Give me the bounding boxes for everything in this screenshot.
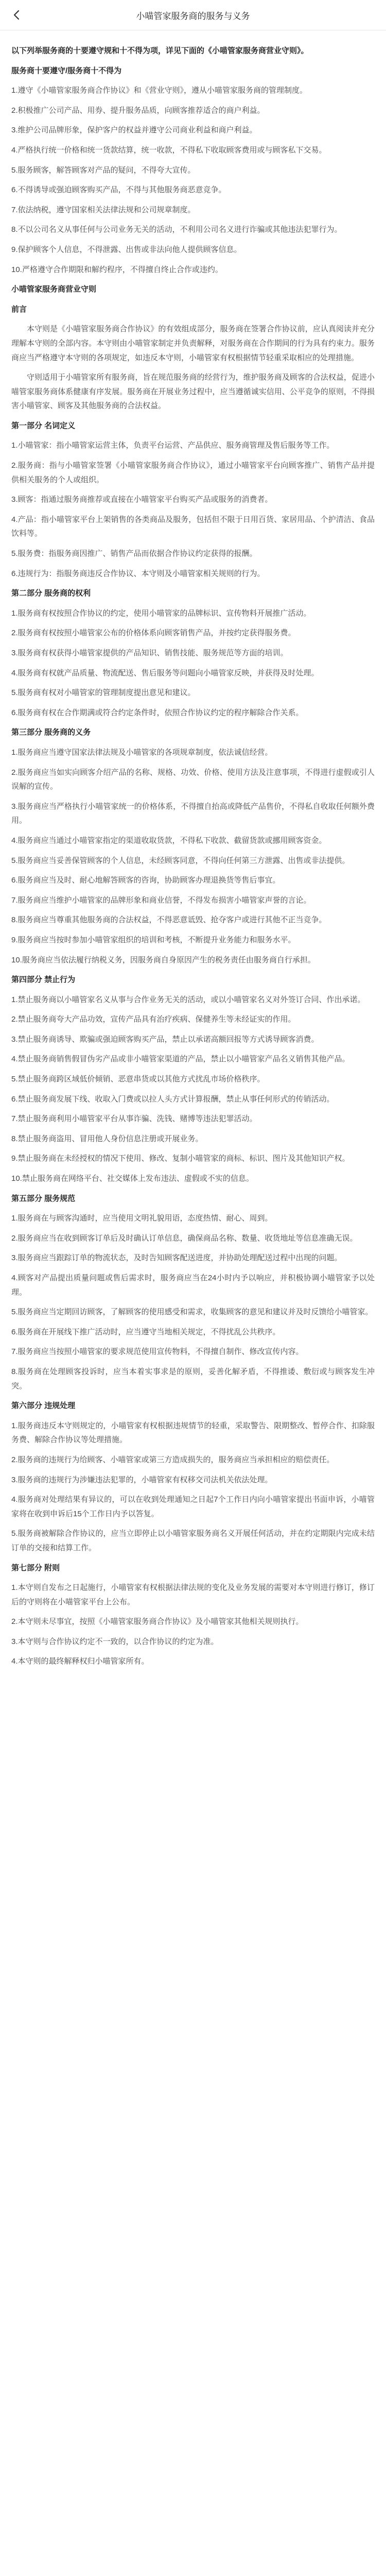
paragraph: 2.禁止服务商夸大产品功效，宣传产品具有治疗疾病、保健养生等未经证实的作用。 bbox=[11, 1015, 296, 1024]
paragraph: 本守则是《小喵管家服务商合作协议》的有效组成部分，服务商在签署合作协议前，应认真阅读并充分理解本守则的全部内容。本守则由小喵管家制定并负责解释，对服务商在合作期间的行为具有约束力。服务商应当严格遵守本守则的各项规定，如违反本守则，小喵管家有权根据情节轻重采取相应的处理措施。 bbox=[11, 325, 375, 362]
section-heading: 以下列举服务商的十要遵守规和十不得为项，详见下面的《小喵管家服务商营业守则》。 bbox=[11, 46, 309, 55]
paragraph: 9.保护顾客个人信息，不得泄露、出售或非法向他人提供顾客信息。 bbox=[11, 245, 242, 254]
section-heading: 第二部分 服务商的权利 bbox=[11, 589, 91, 598]
paragraph: 6.禁止服务商发展下线、收取入门费或以拉人头方式计算报酬，禁止从事任何形式的传销活动。 bbox=[11, 1094, 335, 1104]
section-heading: 第五部分 服务规范 bbox=[11, 1194, 76, 1203]
paragraph: 4.本守则的最终解释权归小喵管家所有。 bbox=[11, 1657, 149, 1666]
paragraph: 1.小喵管家：指小喵管家运营主体，负责平台运营、产品供应、服务商管理及售后服务等工作。 bbox=[11, 441, 335, 450]
paragraph: 6.服务商在开展线下推广活动时，应当遵守当地相关规定，不得扰乱公共秩序。 bbox=[11, 1327, 280, 1336]
title-bar bbox=[0, 0, 386, 30]
page-title: 小喵管家服务商的服务与义务 bbox=[136, 11, 250, 21]
paragraph: 7.禁止服务商利用小喵管家平台从事诈骗、洗钱、赌博等违法犯罪活动。 bbox=[11, 1114, 257, 1124]
section-heading: 第六部分 违规处理 bbox=[11, 1401, 76, 1411]
paragraph: 6.不得诱导或强迫顾客购买产品，不得与其他服务商恶意竞争。 bbox=[11, 185, 226, 195]
paragraph: 7.服务商应当维护小喵管家的品牌形象和商业信誉，不得发布损害小喵管家声誉的言论。 bbox=[11, 895, 311, 905]
paragraph: 9.服务商应当按时参加小喵管家组织的培训和考核，不断提升业务能力和服务水平。 bbox=[11, 935, 296, 944]
paragraph: 6.服务商有权在合作期满或符合约定条件时，依照合作协议约定的程序解除合作关系。 bbox=[11, 708, 304, 717]
paragraph: 4.产品：指小喵管家平台上架销售的各类商品及服务，包括但不限于日用百货、家居用品、个护清洁、食品饮料等。 bbox=[11, 515, 375, 538]
paragraph: 6.违规行为：指服务商违反合作协议、本守则及小喵管家相关规则的行为。 bbox=[11, 569, 265, 578]
section-heading: 服务商十要遵守/服务商十不得为 bbox=[11, 66, 122, 75]
paragraph: 5.服务商被解除合作协议的，应当立即停止以小喵管家服务商名义开展任何活动，并在约定期限内完成未结订单的交接和结算工作。 bbox=[11, 1529, 375, 1552]
paragraph: 4.服务商应当通过小喵管家指定的渠道收取货款，不得私下收款、截留货款或挪用顾客资金。 bbox=[11, 836, 327, 845]
paragraph: 8.服务商在处理顾客投诉时，应当本着实事求是的原则，妥善化解矛盾，不得推诿、敷衍或与顾客发生冲突。 bbox=[11, 1367, 375, 1391]
paragraph: 2.服务商应当如实向顾客介绍产品的名称、规格、功效、价格、使用方法及注意事项，不得进行虚假或引人误解的宣传。 bbox=[11, 768, 375, 791]
paragraph: 4.禁止服务商销售假冒伪劣产品或非小喵管家渠道的产品，禁止以小喵管家产品名义销售其他产品。 bbox=[11, 1055, 350, 1064]
paragraph: 2.本守则未尽事宜，按照《小喵管家服务商合作协议》及小喵管家其他相关规则执行。 bbox=[11, 1617, 304, 1626]
agreement-content bbox=[0, 30, 386, 1685]
paragraph: 5.服务商应当定期回访顾客，了解顾客的使用感受和需求，收集顾客的意见和建议并及时反馈给小喵管家。 bbox=[11, 1308, 373, 1317]
paragraph: 5.服务费：指服务商因推广、销售产品而依据合作协议约定获得的报酬。 bbox=[11, 549, 257, 558]
paragraph: 2.服务商应当在收到顾客订单后及时确认订单信息，确保商品名称、数量、收货地址等信息准确无误。 bbox=[11, 1233, 358, 1243]
paragraph: 5.服务商应当妥善保管顾客的个人信息，未经顾客同意，不得向任何第三方泄露、出售或非法提供。 bbox=[11, 856, 350, 865]
paragraph: 5.禁止服务商跨区域低价倾销、恶意串货或以其他方式扰乱市场价格秩序。 bbox=[11, 1075, 265, 1084]
section-heading: 第三部分 服务商的义务 bbox=[11, 728, 91, 737]
paragraph: 3.服务商应当严格执行小喵管家统一的价格体系，不得擅自抬高或降低产品售价，不得私自收取任何额外费用。 bbox=[11, 802, 375, 825]
paragraph: 2.服务商有权按照小喵管家公布的价格体系向顾客销售产品，并按约定获得服务费。 bbox=[11, 629, 296, 638]
paragraph: 3.顾客：指通过服务商推荐或直接在小喵管家平台购买产品或服务的消费者。 bbox=[11, 495, 273, 504]
paragraph: 1.禁止服务商以小喵管家名义从事与合作业务无关的活动，或以小喵管家名义对外签订合同、作出承诺。 bbox=[11, 995, 365, 1004]
section-heading: 小喵管家服务商营业守则 bbox=[11, 285, 97, 294]
paragraph: 4.严格执行统一价格和统一货款结算，统一收款，不得私下收取顾客费用或与顾客私下交易。 bbox=[11, 145, 327, 155]
paragraph: 1.服务商在与顾客沟通时，应当使用文明礼貌用语，态度热情、耐心、周到。 bbox=[11, 1214, 273, 1223]
paragraph: 3.本守则与合作协议约定不一致的，以合作协议的约定为准。 bbox=[11, 1637, 219, 1646]
paragraph: 4.顾客对产品提出质量问题或售后需求时，服务商应当在24小时内予以响应，并积极协调小喵管家予以处理。 bbox=[11, 1274, 375, 1297]
paragraph: 8.禁止服务商盗用、冒用他人身份信息注册或开展业务。 bbox=[11, 1134, 203, 1143]
paragraph: 守则适用于小喵管家所有服务商，旨在规范服务商的经营行为，维护服务商及顾客的合法权益，促进小喵管家服务商体系健康有序发展。服务商在开展业务过程中，应当遵循诚实信用、公平竞争的原则，不得损害小喵管家、顾客及其他服务商的合法权益。 bbox=[11, 373, 375, 411]
paragraph: 8.服务商应当尊重其他服务商的合法权益，不得恶意诋毁、抢夺客户或进行其他不正当竞争。 bbox=[11, 916, 327, 925]
paragraph: 5.服务商有权对小喵管家的管理制度提出意见和建议。 bbox=[11, 688, 196, 698]
section-heading: 第七部分 附则 bbox=[11, 1563, 60, 1572]
paragraph: 1.服务商有权按照合作协议的约定，使用小喵管家的品牌标识、宣传物料开展推广活动。 bbox=[11, 608, 311, 618]
paragraph: 3.服务商有权获得小喵管家提供的产品知识、销售技能、服务规范等方面的培训。 bbox=[11, 649, 288, 657]
paragraph: 7.依法纳税，遵守国家相关法律法规和公司规章制度。 bbox=[11, 205, 196, 214]
paragraph: 1.服务商应当遵守国家法律法规及小喵管家的各项规章制度，依法诚信经营。 bbox=[11, 748, 273, 757]
paragraph: 10.禁止服务商在网络平台、社交媒体上发布违法、虚假或不实的信息。 bbox=[11, 1174, 254, 1183]
paragraph: 2.服务商：指与小喵管家签署《小喵管家服务商合作协议》，通过小喵管家平台向顾客推广、销售产品并提供相关服务的个人或组织。 bbox=[11, 461, 375, 484]
paragraph: 1.服务商违反本守则规定的，小喵管家有权根据违规情节的轻重，采取警告、限期整改、暂停合作、扣除服务费、解除合作协议等处理措施。 bbox=[11, 1421, 375, 1445]
paragraph: 4.服务商有权就产品质量、物流配送、售后服务等问题向小喵管家反映，并获得及时处理。 bbox=[11, 668, 319, 677]
paragraph: 10.服务商应当依法履行纳税义务，因服务商自身原因产生的税务责任由服务商自行承担。 bbox=[11, 955, 315, 964]
paragraph: 3.服务商应当跟踪订单的物流状态，及时告知顾客配送进度，并协助处理配送过程中出现的问题。 bbox=[11, 1253, 342, 1263]
section-heading: 前言 bbox=[11, 304, 27, 314]
paragraph: 8.不以公司名义从事任何与公司业务无关的活动，不利用公司名义进行诈骗或其他违法犯罪行为。 bbox=[11, 225, 342, 234]
paragraph: 3.维护公司品牌形象，保护客户的权益并遵守公司商业利益和商户利益。 bbox=[11, 126, 257, 135]
paragraph: 5.服务顾客，解答顾客对产品的疑问，不得夸大宣传。 bbox=[11, 165, 196, 175]
paragraph: 2.服务商的违规行为给顾客、小喵管家或第三方造成损失的，服务商应当承担相应的赔偿责任。 bbox=[11, 1455, 335, 1464]
paragraph: 9.禁止服务商在未经授权的情况下使用、修改、复制小喵管家的商标、标识、图片及其他知识产权。 bbox=[11, 1154, 350, 1163]
paragraph: 10.严格遵守合作期限和解约程序，不得擅自终止合作或违约。 bbox=[11, 265, 223, 274]
paragraph: 1.本守则自发布之日起施行，小喵管家有权根据法律法规的变化及业务发展的需要对本守则进行修订，修订后的守则将在小喵管家平台上公布。 bbox=[11, 1583, 375, 1606]
paragraph: 2.积极推广公司产品、用券、提升服务品质，向顾客推荐适合的商户利益。 bbox=[11, 106, 265, 115]
section-heading: 第一部分 名词定义 bbox=[11, 421, 76, 430]
paragraph: 6.服务商应当及时、耐心地解答顾客的咨询，协助顾客办理退换货等售后事宜。 bbox=[11, 876, 280, 885]
section-heading: 第四部分 禁止行为 bbox=[11, 975, 76, 985]
paragraph: 3.禁止服务商诱导、欺骗或强迫顾客购买产品，禁止以承诺高额回报等方式诱导顾客消费。 bbox=[11, 1035, 319, 1044]
paragraph: 4.服务商对处理结果有异议的，可以在收到处理通知之日起7个工作日内向小喵管家提出书面申诉，小喵管家将在收到申诉后15个工作日内予以答复。 bbox=[11, 1495, 375, 1518]
paragraph: 1.遵守《小喵管家服务商合作协议》和《营业守则》，遵从小喵管家服务商的管理制度。 bbox=[11, 86, 308, 95]
back-arrow-icon[interactable] bbox=[11, 9, 23, 21]
paragraph: 7.服务商应当按照小喵管家的要求规范使用宣传物料，不得擅自制作、修改宣传内容。 bbox=[11, 1347, 304, 1357]
paragraph: 3.服务商的违规行为涉嫌违法犯罪的，小喵管家有权移交司法机关依法处理。 bbox=[11, 1475, 273, 1484]
